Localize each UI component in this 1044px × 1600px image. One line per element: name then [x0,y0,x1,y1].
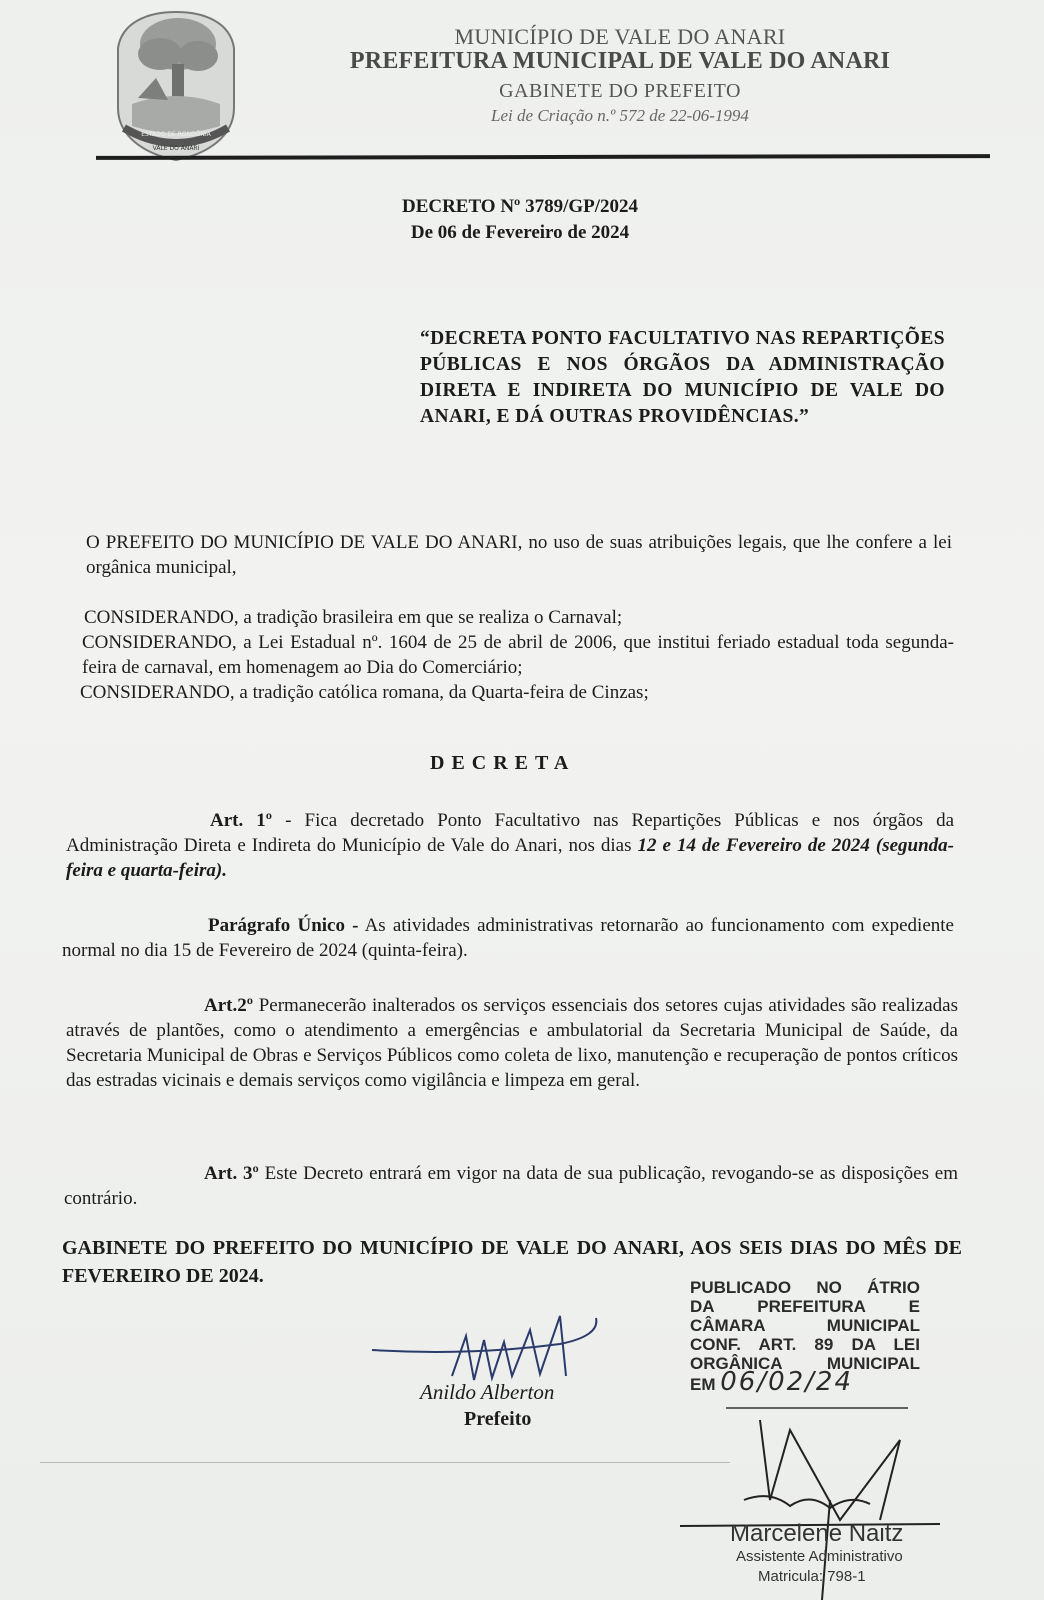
stamp-line-5: ORGÂNICA MUNICIPAL [690,1354,920,1373]
publication-stamp [690,1278,920,1397]
stamp-line-1: PUBLICADO NO ÁTRIO [690,1278,920,1297]
assistant-matricula: Matricula: 798-1 [758,1568,866,1585]
stamp-handwritten-date: 06/02/24 [720,1367,854,1397]
prefeito-role: Prefeito [464,1408,532,1430]
decree-date: De 06 de Fevereiro de 2024 [410,222,630,243]
decreta-heading: DECRETA [430,752,576,774]
prefeito-signature-icon [372,1316,596,1380]
header-divider [96,154,990,160]
paragrafo-unico [62,913,954,963]
article-1-label: Art. 1º [210,810,273,831]
header-gabinete: GABINETE DO PREFEITO [499,80,741,102]
prefeito-name: Anildo Alberton [420,1380,555,1404]
article-2 [66,993,958,1093]
stamp-line-2: DA PREFEITURA E [690,1297,920,1316]
closing-statement: GABINETE DO PREFEITO DO MUNICÍPIO DE VALE DO ANARI, AOS SEIS DIAS DO MÊS DE FEVEREIRO DE 2024. [62,1237,962,1287]
crest-ribbon-text: ESTADO DE RONDÔNIA [141,131,211,138]
considerando-1: CONSIDERANDO, a tradição brasileira em que se realiza o Carnaval; [84,607,623,628]
considerando-2: CONSIDERANDO, a Lei Estadual nº. 1604 de 25 de abril de 2006, que institui feriado estadual toda segunda-feira de carnaval, em homenagem ao Dia do Comerciário; [82,632,954,678]
stamp-date-line [690,1367,920,1397]
decree-ementa: “DECRETA PONTO FACULTATIVO NAS REPARTIÇÕES PÚBLICAS E NOS ÓRGÃOS DA ADMINISTRAÇÃO DIRETA E INDIRETA DO MUNICÍPIO DE VALE DO ANARI, E DÁ OUTRAS PROVIDÊNCIAS.” [420,328,945,427]
municipal-crest-icon [112,8,240,164]
crest-ribbon-text-2: VALE DO ANARI [152,145,200,152]
footer-divider [40,1462,730,1463]
header-lei-criacao: Lei de Criação n.º 572 de 22-06-1994 [491,106,749,125]
stamp-line-3: CÂMARA MUNICIPAL [690,1316,920,1335]
article-1 [66,808,954,883]
assistant-name: Marcelene Naitz [730,1520,904,1547]
header-prefeitura: PREFEITURA MUNICIPAL DE VALE DO ANARI [349,48,891,74]
stamp-em-label: EM [690,1375,716,1394]
decree-number: DECRETO Nº 3789/GP/2024 [401,196,639,217]
article-3-label: Art. 3º [204,1163,259,1184]
article-1-text: - Fica decretado Ponto Facultativo nas Repartições Públicas e nos órgãos da Administração Direta e Indireta do Município de Vale do Anari, nos dias [66,810,954,856]
article-2-label: Art.2º [204,995,254,1016]
article-1-emphasis: 12 e 14 de Fevereiro de 2024 (segunda-feira e quarta-feira). [66,835,954,881]
article-3 [64,1161,958,1211]
article-2-text: Permanecerão inalterados os serviços essenciais dos setores cujas atividades são realizadas através de plantões, como o atendimento a emergências e ambulatorial da Secretaria Municipal de Saúde, da Secretaria Municipal de Obras e Serviços Públicos como coleta de lixo, manutenção e recuperação de pontos críticos das estradas vicinais e demais serviços como vigilância e limpeza em geral. [66,995,958,1091]
stamp-line-4: CONF. ART. 89 DA LEI [690,1335,920,1354]
paragrafo-label: Parágrafo Único - [208,915,359,936]
intro-paragraph: O PREFEITO DO MUNICÍPIO DE VALE DO ANARI, no uso de suas atribuições legais, que lhe confere a lei orgânica municipal, [86,532,952,578]
paragrafo-text: As atividades administrativas retornarão ao funcionamento com expediente normal no dia 15 de Fevereiro de 2024 (quinta-feira). [62,915,954,961]
assistant-role: Assistente Administrativo [736,1548,903,1565]
article-3-text: Este Decreto entrará em vigor na data de sua publicação, revogando-se as disposições em contrário. [64,1163,958,1209]
header-municipality: MUNICÍPIO DE VALE DO ANARI [454,24,786,49]
considerando-3: CONSIDERANDO, a tradição católica romana, da Quarta-feira de Cinzas; [80,682,649,703]
